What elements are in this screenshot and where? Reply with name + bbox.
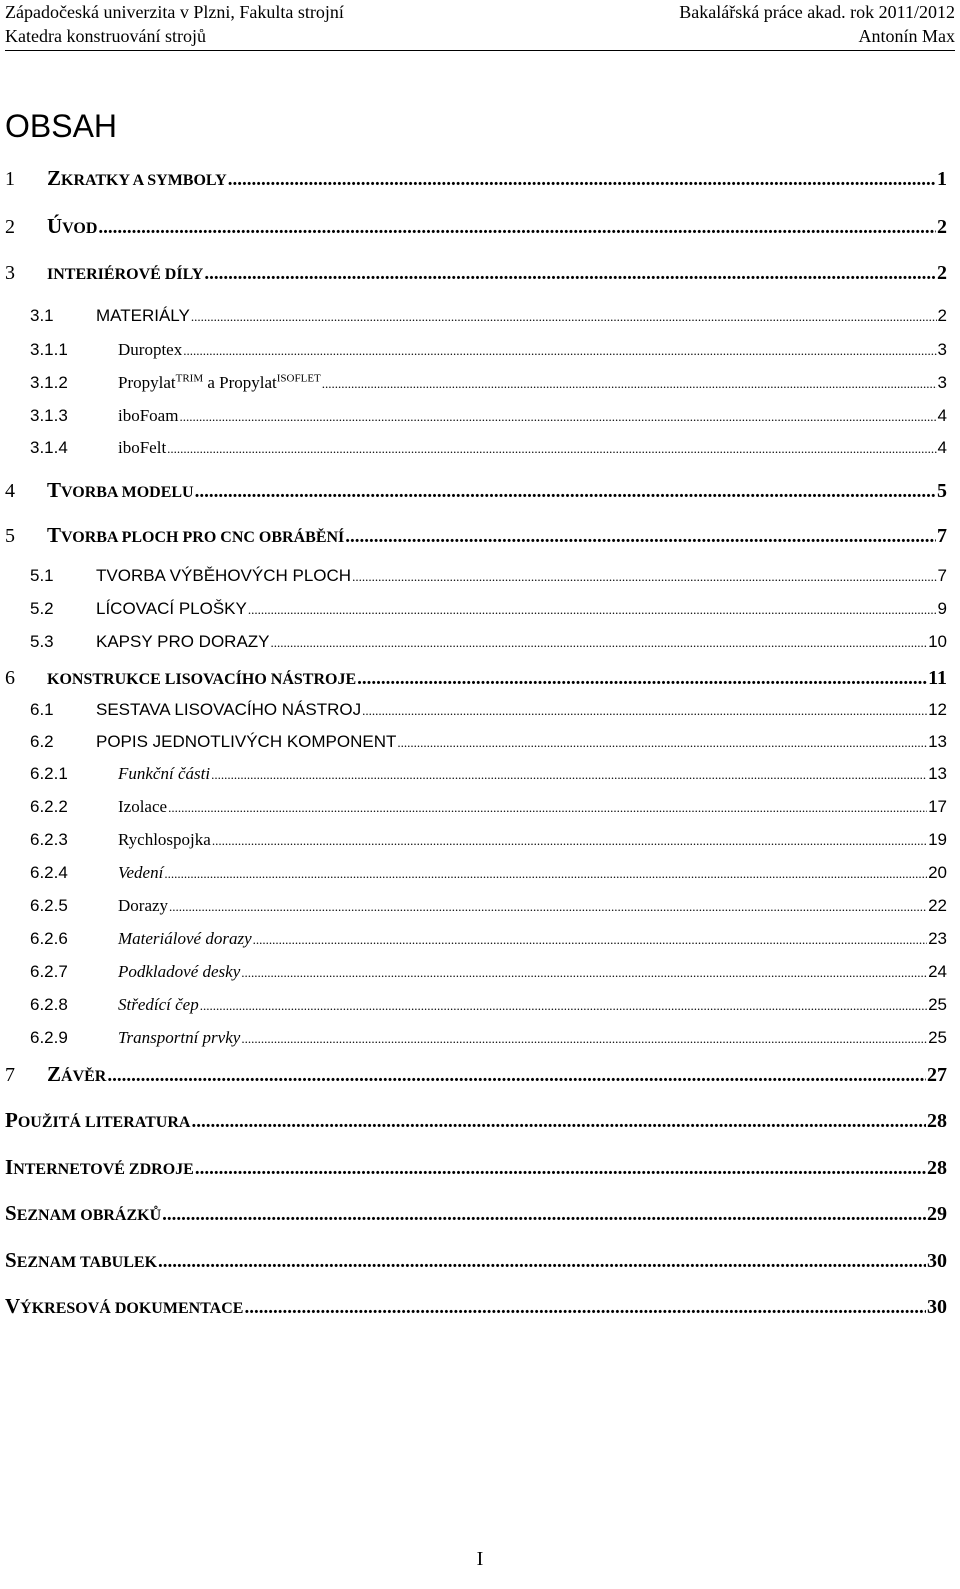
toc-entry-list-of-figures[interactable] (5, 1201, 947, 1226)
toc-number: 6.2 (30, 732, 54, 751)
toc-leader (248, 602, 937, 618)
toc-leader (204, 263, 936, 285)
toc-label: VÝKRESOVÁ DOKUMENTACE (5, 1294, 244, 1318)
toc-number: 1 (5, 168, 15, 190)
toc-page: 17 (928, 797, 947, 816)
toc-label: SESTAVA LISOVACÍHO NÁSTROJ (96, 700, 362, 719)
toc-page: 7 (937, 525, 947, 547)
toc-label: Izolace (118, 797, 168, 816)
toc-entry-6-2-5[interactable] (5, 896, 947, 916)
toc-page: 30 (927, 1296, 947, 1318)
toc-number: 3.1.3 (30, 406, 68, 425)
toc-entry-internet-sources[interactable] (5, 1155, 947, 1180)
toc-page: 22 (928, 896, 947, 915)
toc-leader (169, 899, 927, 915)
toc-entry-3-1-1[interactable] (5, 340, 947, 360)
toc-label: POUŽITÁ LITERATURA (5, 1108, 191, 1132)
toc-entry-6-2-7[interactable] (5, 962, 947, 982)
toc-page: 12 (928, 700, 947, 719)
toc-entry-3-1-4[interactable] (5, 438, 947, 458)
toc-title: OBSAH (5, 108, 118, 144)
toc-leader (168, 800, 927, 816)
toc-entry-5-3[interactable] (5, 632, 947, 652)
toc-page: 24 (928, 962, 947, 981)
toc-leader (322, 376, 937, 392)
toc-entry-1[interactable] (5, 166, 947, 191)
toc-leader (253, 932, 927, 948)
toc-label: TVORBA VÝBĚHOVÝCH PLOCH (96, 566, 352, 585)
toc-number: 6 (5, 667, 15, 689)
toc-label: MATERIÁLY (96, 306, 190, 325)
toc-label: Transportní prvky (118, 1028, 241, 1047)
toc-label: Duroptex (118, 340, 183, 359)
toc-leader (107, 1065, 926, 1087)
toc-page: 9 (937, 599, 947, 618)
toc-page: 19 (928, 830, 947, 849)
toc-leader (191, 309, 937, 325)
toc-page: 28 (927, 1110, 947, 1132)
toc-page: 3 (937, 340, 947, 359)
toc-leader (179, 409, 936, 425)
toc-entry-6[interactable] (5, 665, 947, 690)
toc-leader (228, 169, 936, 191)
toc-leader (241, 965, 927, 981)
toc-number: 6.2.2 (30, 797, 68, 816)
toc-label: Propylat$^{TRIM}$ a Propylat$^{ISOFLET}$ (118, 372, 321, 392)
toc-entry-3-1-3[interactable] (5, 406, 947, 426)
toc-label: ÚVOD (47, 214, 98, 238)
toc-leader (352, 569, 936, 585)
toc-label: Středící čep (118, 995, 199, 1014)
toc-page: 27 (927, 1064, 947, 1086)
toc-page: 2 (937, 306, 947, 325)
toc-page: 29 (927, 1203, 947, 1225)
toc-leader (164, 866, 927, 882)
toc-label: Vedení (118, 863, 164, 882)
toc-page: 28 (927, 1157, 947, 1179)
toc-entry-5-2[interactable] (5, 599, 947, 619)
toc-entry-4[interactable] (5, 478, 947, 503)
toc-leader (167, 441, 936, 457)
toc-label: Dorazy (118, 896, 169, 915)
toc-leader (200, 998, 927, 1014)
toc-number: 5.3 (30, 632, 54, 651)
toc-entry-6-2-6[interactable] (5, 929, 947, 949)
toc-page: 10 (928, 632, 947, 651)
toc-leader (211, 767, 927, 783)
toc-number: 3.1.1 (30, 340, 68, 359)
toc-page: 30 (927, 1250, 947, 1272)
toc-entry-6-1[interactable] (5, 700, 947, 720)
toc-number: 6.1 (30, 700, 54, 719)
toc-label: Podkladové desky (118, 962, 241, 981)
toc-leader (357, 668, 927, 690)
toc-label: Rychlospojka (118, 830, 211, 849)
toc-label: ZÁVĚR (47, 1062, 107, 1086)
toc-label: iboFoam (118, 406, 179, 425)
toc-number: 5.2 (30, 599, 54, 618)
header-row-top (5, 0, 955, 24)
toc-entry-list-of-tables[interactable] (5, 1248, 947, 1273)
toc-label: POPIS JEDNOTLIVÝCH KOMPONENT (96, 732, 397, 751)
toc-page: 2 (937, 216, 947, 238)
toc-label: Materiálové dorazy (118, 929, 252, 948)
toc-page: 23 (928, 929, 947, 948)
toc-entry-3[interactable] (5, 260, 947, 285)
toc-number: 6.2.4 (30, 863, 68, 882)
toc-label: KONSTRUKCE LISOVACÍHO NÁSTROJE (47, 671, 357, 688)
toc-page: 3 (937, 373, 947, 392)
toc-page: 1 (937, 168, 947, 190)
toc-leader (191, 1111, 926, 1133)
toc-entry-3-1[interactable] (5, 306, 947, 326)
toc-leader (212, 833, 927, 849)
toc-number: 3 (5, 262, 15, 284)
toc-entry-5-1[interactable] (5, 566, 947, 586)
toc-leader (195, 481, 936, 503)
university-name: Západočeská univerzita v Plzni, Fakulta strojní (5, 2, 344, 22)
toc-label: LÍCOVACÍ PLOŠKY (96, 599, 247, 618)
toc-number: 6.2.9 (30, 1028, 68, 1047)
toc-number: 6.2.7 (30, 962, 68, 981)
toc-number: 3.1.4 (30, 438, 68, 457)
toc-page: 4 (937, 438, 947, 457)
toc-number: 6.2.3 (30, 830, 68, 849)
toc-label: TVORBA MODELU (47, 478, 194, 502)
toc-leader (345, 526, 936, 548)
toc-entry-7[interactable] (5, 1062, 947, 1087)
toc-label: SEZNAM OBRÁZKŮ (5, 1201, 162, 1225)
thesis-info: Bakalářská práce akad. rok 2011/2012 (679, 2, 955, 22)
toc-entry-6-2-8[interactable] (5, 995, 947, 1015)
toc-leader (397, 735, 927, 751)
toc-label: iboFelt (118, 438, 167, 457)
toc-entry-6-2[interactable] (5, 732, 947, 752)
toc-entry-6-2-4[interactable] (5, 863, 947, 883)
toc-entry-6-2-9[interactable] (5, 1028, 947, 1048)
toc-page: 11 (928, 667, 947, 689)
toc-number: 6.2.1 (30, 764, 68, 783)
department-name: Katedra konstruování strojů (5, 26, 206, 46)
toc-number: 3.1.2 (30, 373, 68, 392)
toc-page: 13 (928, 732, 947, 751)
toc-number: 6.2.5 (30, 896, 68, 915)
toc-page: 2 (937, 262, 947, 284)
toc-number: 6.2.6 (30, 929, 68, 948)
toc-entry-5[interactable] (5, 523, 947, 548)
toc-number: 7 (5, 1064, 15, 1086)
toc-leader (158, 1251, 926, 1273)
toc-leader (162, 1204, 926, 1226)
toc-page: 20 (928, 863, 947, 882)
toc-label: SEZNAM TABULEK (5, 1248, 158, 1272)
toc-leader (195, 1158, 926, 1180)
toc-page: 4 (937, 406, 947, 425)
toc-number: 6.2.8 (30, 995, 68, 1014)
toc-page: 13 (928, 764, 947, 783)
toc-leader (241, 1031, 927, 1047)
toc-page: 25 (928, 995, 947, 1014)
toc-leader (98, 217, 936, 239)
toc-leader (362, 703, 927, 719)
toc-label: INTERIÉROVÉ DÍLY (47, 266, 204, 283)
toc-leader (271, 635, 928, 651)
toc-number: 4 (5, 480, 15, 502)
header-row-bottom (5, 24, 955, 51)
toc-leader (244, 1297, 926, 1319)
toc-page: 5 (937, 480, 947, 502)
author-name: Antonín Max (858, 26, 955, 46)
toc-label: ZKRATKY A SYMBOLY (47, 166, 227, 190)
toc-page: 25 (928, 1028, 947, 1047)
toc-entry-6-2-2[interactable] (5, 797, 947, 817)
page-number: I (476, 1548, 484, 1570)
toc-leader (183, 343, 936, 359)
toc-label: TVORBA PLOCH PRO CNC OBRÁBĚNÍ (47, 523, 345, 547)
toc-number: 5 (5, 525, 15, 547)
toc-entry-drawings[interactable] (5, 1294, 947, 1319)
toc-number: 2 (5, 216, 15, 238)
toc-entry-references[interactable] (5, 1108, 947, 1133)
toc-number: 3.1 (30, 306, 54, 325)
toc-page: 7 (937, 566, 947, 585)
toc-label: INTERNETOVÉ ZDROJE (5, 1155, 194, 1179)
toc-number: 5.1 (30, 566, 54, 585)
toc-entry-2[interactable] (5, 214, 947, 239)
toc-entry-3-1-2[interactable] (5, 373, 947, 393)
page-header (5, 0, 955, 51)
toc-entry-6-2-3[interactable] (5, 830, 947, 850)
toc-label: KAPSY PRO DORAZY (96, 632, 270, 651)
toc-label: Funkční části (118, 764, 211, 783)
toc-entry-6-2-1[interactable] (5, 764, 947, 784)
